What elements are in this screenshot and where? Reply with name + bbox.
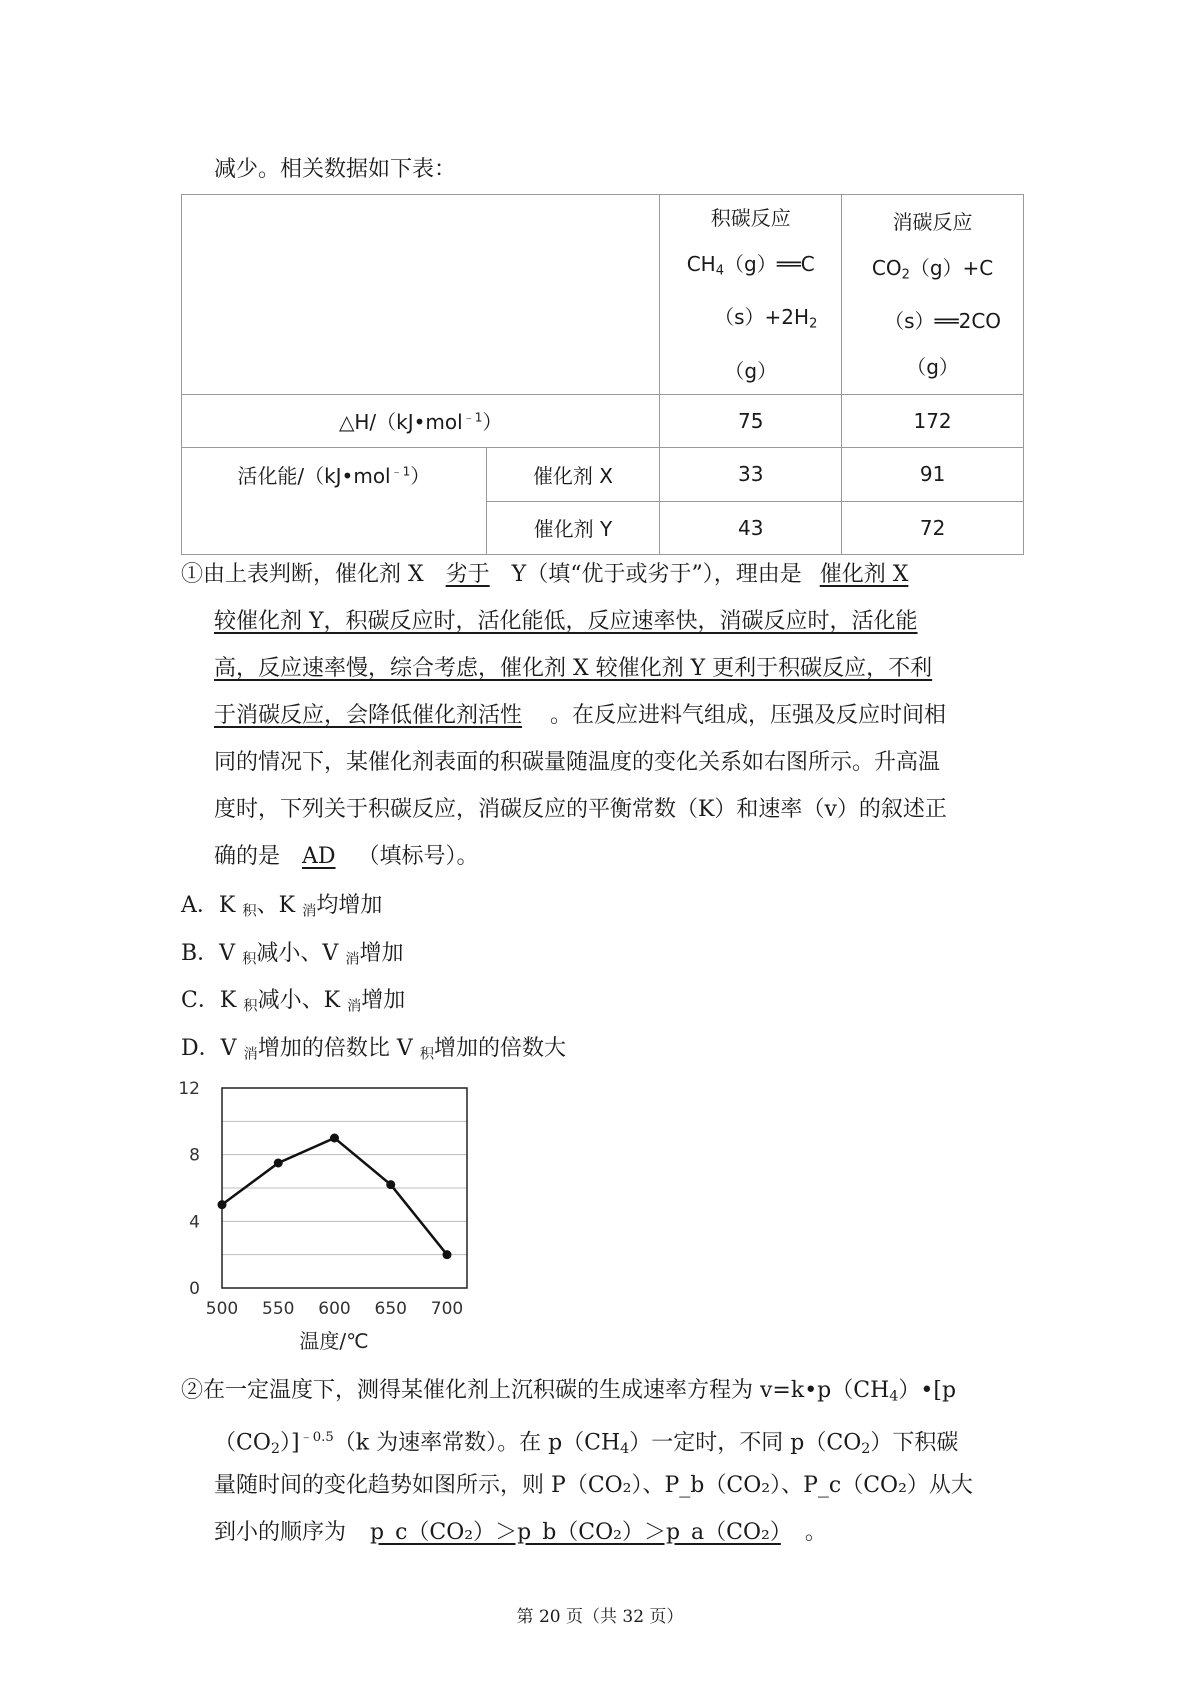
q1-line-3: 高，反应速率慢，综合考虑，催化剂 X 较催化剂 Y 更利于积碳反应，不利 bbox=[214, 656, 933, 681]
dh-value-elimination: 172 bbox=[842, 394, 1024, 447]
q1-line-6: 度时，下列关于积碳反应，消碳反应的平衡常数（K）和速率（v）的叙述正 bbox=[214, 797, 947, 822]
catalyst-x-label: 催化剂 X bbox=[486, 447, 660, 501]
q2-line-3: 量随时间的变化趋势如图所示，则 P（CO₂）、P_b（CO₂）、P_c（CO₂）从大 bbox=[214, 1473, 973, 1498]
chart-data-point bbox=[443, 1250, 452, 1259]
option-b: B．V $_积$减小、V $_消$增加 bbox=[181, 941, 404, 968]
elimination-eq-2: （s）══2CO bbox=[884, 308, 1002, 333]
data-table bbox=[181, 194, 1024, 555]
dh-value-accumulation: 75 bbox=[660, 394, 842, 447]
accumulation-title: 积碳反应 bbox=[710, 206, 791, 230]
chart-x-tick-label: 600 bbox=[318, 1299, 351, 1319]
chart-data-point bbox=[386, 1180, 395, 1189]
q1-line-1: ①由上表判断，催化剂 X 劣于 Y（填“优于或劣于”），理由是 催化剂 X bbox=[181, 562, 909, 587]
q1-reason-start: 催化剂 X bbox=[819, 562, 909, 587]
chart-series-line bbox=[222, 1138, 447, 1255]
option-a: A．K $_积$、K $_消$均增加 bbox=[181, 893, 383, 920]
ea-x-accumulation: 33 bbox=[660, 447, 842, 501]
chart-data-point bbox=[330, 1134, 339, 1143]
chart-points bbox=[218, 1134, 452, 1260]
option-c: C．K $_积$减小、K $_消$增加 bbox=[181, 988, 406, 1015]
carbon-deposition-chart bbox=[172, 1078, 502, 1358]
chart-data-point bbox=[218, 1200, 227, 1209]
catalyst-y-label: 催化剂 Y bbox=[486, 501, 660, 554]
elimination-title: 消碳反应 bbox=[892, 209, 973, 234]
ea-y-elimination: 72 bbox=[842, 501, 1024, 554]
chart-x-tick-label: 500 bbox=[205, 1299, 239, 1319]
chart-x-ticks bbox=[206, 1299, 463, 1319]
q1-line-2: 较催化剂 Y，积碳反应时，活化能低，反应速率快，消碳反应时，活化能 bbox=[214, 609, 918, 634]
q1-line-4: 于消碳反应，会降低催化剂活性 。在反应进料气组成，压强及反应时间相 bbox=[214, 703, 947, 728]
page-footer: 第 20 页（共 32 页） bbox=[516, 1607, 684, 1627]
chart-x-tick-label: 650 bbox=[374, 1299, 407, 1319]
accumulation-eq-2: $(s)+2H_2$ bbox=[714, 305, 818, 332]
intro-text: 减少。相关数据如下表： bbox=[214, 157, 457, 182]
option-d: D．V $_消$增加的倍数比 V $_积$增加的倍数大 bbox=[181, 1036, 567, 1063]
q1-line-5: 同的情况下，某催化剂表面的积碳量随温度的变化关系如右图所示。升高温 bbox=[214, 750, 941, 775]
q2-answer: p_c（CO₂）＞p_b（CO₂）＞p_a（CO₂） bbox=[370, 1520, 781, 1545]
ea-x-elimination: 91 bbox=[842, 447, 1024, 501]
chart-data-point bbox=[274, 1159, 283, 1168]
table-header-accumulation bbox=[660, 195, 842, 395]
chart-y-ticks bbox=[178, 1079, 200, 1299]
q2-line-2: $(CO_2)]^{﹣0.5}(k$ 为速率常数）。在 $p(CH_4)$一定时，不同 $p(CO_2)$下积碳 bbox=[214, 1430, 959, 1457]
q1-answer-2: AD bbox=[302, 844, 336, 869]
dh-label-cell: △H/（kJ•mol$^{﹣1}$） bbox=[182, 394, 660, 447]
chart-x-tick-label: 700 bbox=[430, 1299, 464, 1319]
ea-y-accumulation: 43 bbox=[660, 501, 842, 554]
q1-line-7: 确的是 AD （填标号）。 bbox=[214, 844, 479, 869]
q1-answer-1: 劣于 bbox=[445, 562, 490, 587]
chart-x-axis-label: 温度/℃ bbox=[299, 1329, 369, 1353]
ea-label-cell: 活化能/（kJ•mol$^{﹣1}$） bbox=[182, 447, 487, 554]
accumulation-eq-1: $CH_4(g)══C$ bbox=[686, 252, 815, 279]
table-header-elimination bbox=[842, 195, 1024, 395]
table-corner-cell bbox=[182, 195, 660, 395]
accumulation-eq-3: （g） bbox=[724, 358, 778, 383]
q2-line-1: ②在一定温度下，测得某催化剂上沉积碳的生成速率方程为 $v=k•p(CH_4)•[p$ bbox=[181, 1378, 957, 1405]
elimination-eq-1: $CO_2(g)+C$ bbox=[871, 255, 994, 282]
chart-y-tick-label: 8 bbox=[189, 1145, 200, 1166]
chart-y-tick-label: 4 bbox=[189, 1212, 200, 1233]
chart-x-tick-label: 550 bbox=[262, 1299, 295, 1319]
chart-y-tick-label: 0 bbox=[189, 1279, 200, 1299]
chart-y-tick-label: 12 bbox=[178, 1079, 200, 1099]
elimination-eq-3: （g） bbox=[906, 354, 959, 379]
q2-line-4: 到小的顺序为 p_c（CO₂）＞p_b（CO₂）＞p_a（CO₂） 。 bbox=[214, 1520, 827, 1545]
